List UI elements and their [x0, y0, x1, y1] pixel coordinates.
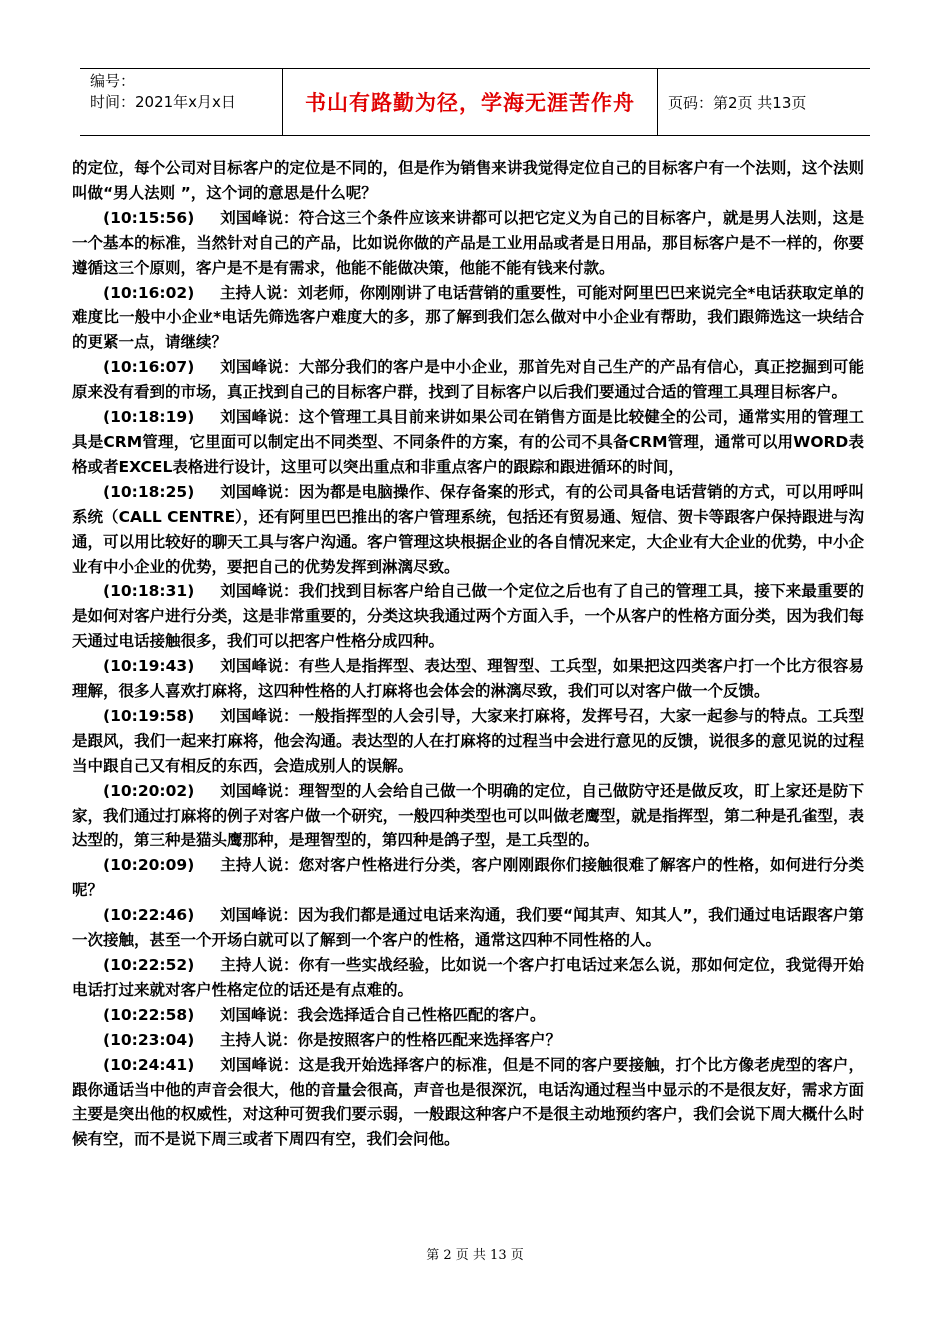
transcript-entry [72, 1053, 864, 1153]
entry-text: 刘国峰说：一般指挥型的人会引导，大家来打麻将，发挥号召，大家一起参与的特点。工兵型是跟风，我们一起来打麻将，他会沟通。表达型的人在打麻将的过程当中会进行意见的反馈，说很多的意见说的过程当中跟自己又有相反的东西，会造成别人的误解。 [72, 706, 864, 775]
entry-text: 刘国峰说：大部分我们的客户是中小企业，那首先对自己生产的产品有信心，真正挖掘到可能原来没有看到的市场，真正找到自己的目标客户群，找到了目标客户以后我们要通过合适的管理工具理目标客户。 [72, 358, 864, 402]
page-header [80, 68, 870, 136]
transcript-entry [72, 281, 864, 356]
entry-timestamp: (10:19:43) [103, 657, 195, 676]
entry-timestamp: (10:15:56) [103, 208, 195, 227]
continuation-paragraph: 的定位，每个公司对目标客户的定位是不同的，但是作为销售来讲我觉得定位自己的目标客户有一个法则，这个法则叫做“男人法则 ”，这个词的意思是什么呢？ [72, 159, 864, 202]
entry-text: 刘国峰说：这是我开始选择客户的标准，但是不同的客户要接触，打个比方像老虎型的客户，跟你通话当中他的声音会很大，他的音量会很高，声音也是很深沉，电话沟通过程当中显示的不是很友好，需求方面主要是突出他的权威性，对这种可贺我们要示弱，一般跟这种客户不是很主动地预约客户，我们会说下周大概什么时候有空，而不是说下周三或者下周四有空，我们会问他。 [72, 1055, 864, 1149]
document-date-label: 时间：2021年x月x日 [90, 93, 236, 111]
entry-text: 刘国峰说：理智型的人会给自己做一个明确的定位，自己做防守还是做反攻，盯上家还是防下家，我们通过打麻将的例子对客户做一个研究，一般四种类型也可以叫做老鹰型，就是指挥型，第二种是孔雀型，表达型的，第三种是猫头鹰那种，是理智型的，第四种是鸽子型，是工兵型的。 [72, 781, 864, 850]
transcript-entry [72, 405, 864, 480]
entry-timestamp: (10:18:25) [103, 482, 195, 501]
document-number-label: 编号： [90, 72, 136, 90]
document-body [72, 156, 864, 1152]
entry-text: 刘国峰说：因为都是电脑操作、保存备案的形式，有的公司具备电话营销的方式，可以用呼叫系统（CALL CENTRE），还有阿里巴巴推出的客户管理系统，包括还有贸易通、短信、贺卡等跟客户保持跟进与沟通，可以用比较好的聊天工具与客户沟通。客户管理这块根据企业的各自情况来定，大企业有大企业的优势，中小企业有中小企业的优势，要把自己的优势发挥到淋漓尽致。 [72, 482, 864, 576]
transcript-entry [72, 206, 864, 281]
header-motto: 书山有路勤为径，学海无涯苦作舟 [282, 69, 658, 135]
entry-text: 刘国峰说：我们找到目标客户给自己做一个定位之后也有了自己的管理工具，接下来最重要的是如何对客户进行分类，这是非常重要的，分类这块我通过两个方面入手，一个从客户的性格方面分类，因为我们每天通过电话接触很多，我们可以把客户性格分成四种。 [72, 582, 864, 651]
entry-text: 主持人说：你是按照客户的性格匹配来选择客户？ [220, 1030, 562, 1049]
entry-text: 刘国峰说：符合这三个条件应该来讲都可以把它定义为自己的目标客户，就是男人法则，这是一个基本的标准，当然针对自己的产品，比如说你做的产品是工业用品或者是日用品，那目标客户是不一样的，你要遵循这三个原则，客户是不是有需求，他能不能做决策，他能不能有钱来付款。 [72, 208, 864, 277]
transcript-entry [72, 1028, 864, 1053]
transcript-entry [72, 579, 864, 654]
transcript-entry [72, 953, 864, 1003]
transcript-entry [72, 654, 864, 704]
transcript-entries [72, 206, 864, 1152]
entry-text: 刘国峰说：这个管理工具目前来讲如果公司在销售方面是比较健全的公司，通常实用的管理工具是CRM管理，它里面可以制定出不同类型、不同条件的方案，有的公司不具备CRM管理，通常可以用WORD表格或者EXCEL表格进行设计，这里可以突出重点和非重点客户的跟踪和跟进循环的时间， [72, 408, 864, 476]
transcript-entry [72, 853, 864, 903]
entry-text: 刘国峰说：我会选择适合自己性格匹配的客户。 [220, 1005, 546, 1024]
transcript-entry [72, 1003, 864, 1028]
entry-timestamp: (10:22:46) [103, 906, 195, 925]
entry-timestamp: (10:16:07) [103, 358, 195, 377]
transcript-entry [72, 355, 864, 405]
header-page-number: 页码：第2页 共13页 [668, 93, 807, 112]
transcript-entry [72, 779, 864, 854]
entry-timestamp: (10:24:41) [103, 1055, 195, 1074]
page-footer: 第 2 页 共 13 页 [426, 1248, 524, 1263]
entry-timestamp: (10:16:02) [103, 283, 195, 302]
transcript-entry [72, 704, 864, 779]
entry-timestamp: (10:20:09) [103, 856, 195, 875]
entry-timestamp: (10:18:19) [103, 408, 195, 427]
entry-text: 刘国峰说：有些人是指挥型、表达型、理智型、工兵型，如果把这四类客户打一个比方很容易理解，很多人喜欢打麻将，这四种性格的人打麻将也会体会的淋漓尽致，我们可以对客户做一个反馈。 [72, 657, 864, 701]
header-meta [80, 69, 282, 135]
entry-timestamp: (10:23:04) [103, 1030, 195, 1049]
entry-timestamp: (10:18:31) [103, 582, 195, 601]
entry-text: 主持人说：您对客户性格进行分类，客户刚刚跟你们接触很难了解客户的性格，如何进行分类呢？ [72, 856, 864, 900]
entry-text: 刘国峰说：因为我们都是通过电话来沟通，我们要“闻其声、知其人”，我们通过电话跟客户第一次接触，甚至一个开场白就可以了解到一个客户的性格，通常这四种不同性格的人。 [72, 906, 864, 950]
transcript-entry [72, 903, 864, 953]
entry-text: 主持人说：你有一些实战经验，比如说一个客户打电话过来怎么说，那如何定位，我觉得开始电话打过来就对客户性格定位的话还是有点难的。 [72, 956, 864, 999]
entry-timestamp: (10:20:02) [103, 781, 195, 800]
entry-timestamp: (10:19:58) [103, 706, 195, 725]
entry-timestamp: (10:22:52) [103, 956, 195, 974]
entry-text: 主持人说：刘老师，你刚刚讲了电话营销的重要性，可能对阿里巴巴来说完全*电话获取定单的难度比一般中小企业*电话先筛选客户难度大的多，那了解到我们怎么做对中小企业有帮助，我们跟筛选这一块结合的更紧一点，请继续？ [72, 283, 864, 352]
entry-timestamp: (10:22:58) [103, 1005, 195, 1024]
transcript-entry [72, 480, 864, 580]
